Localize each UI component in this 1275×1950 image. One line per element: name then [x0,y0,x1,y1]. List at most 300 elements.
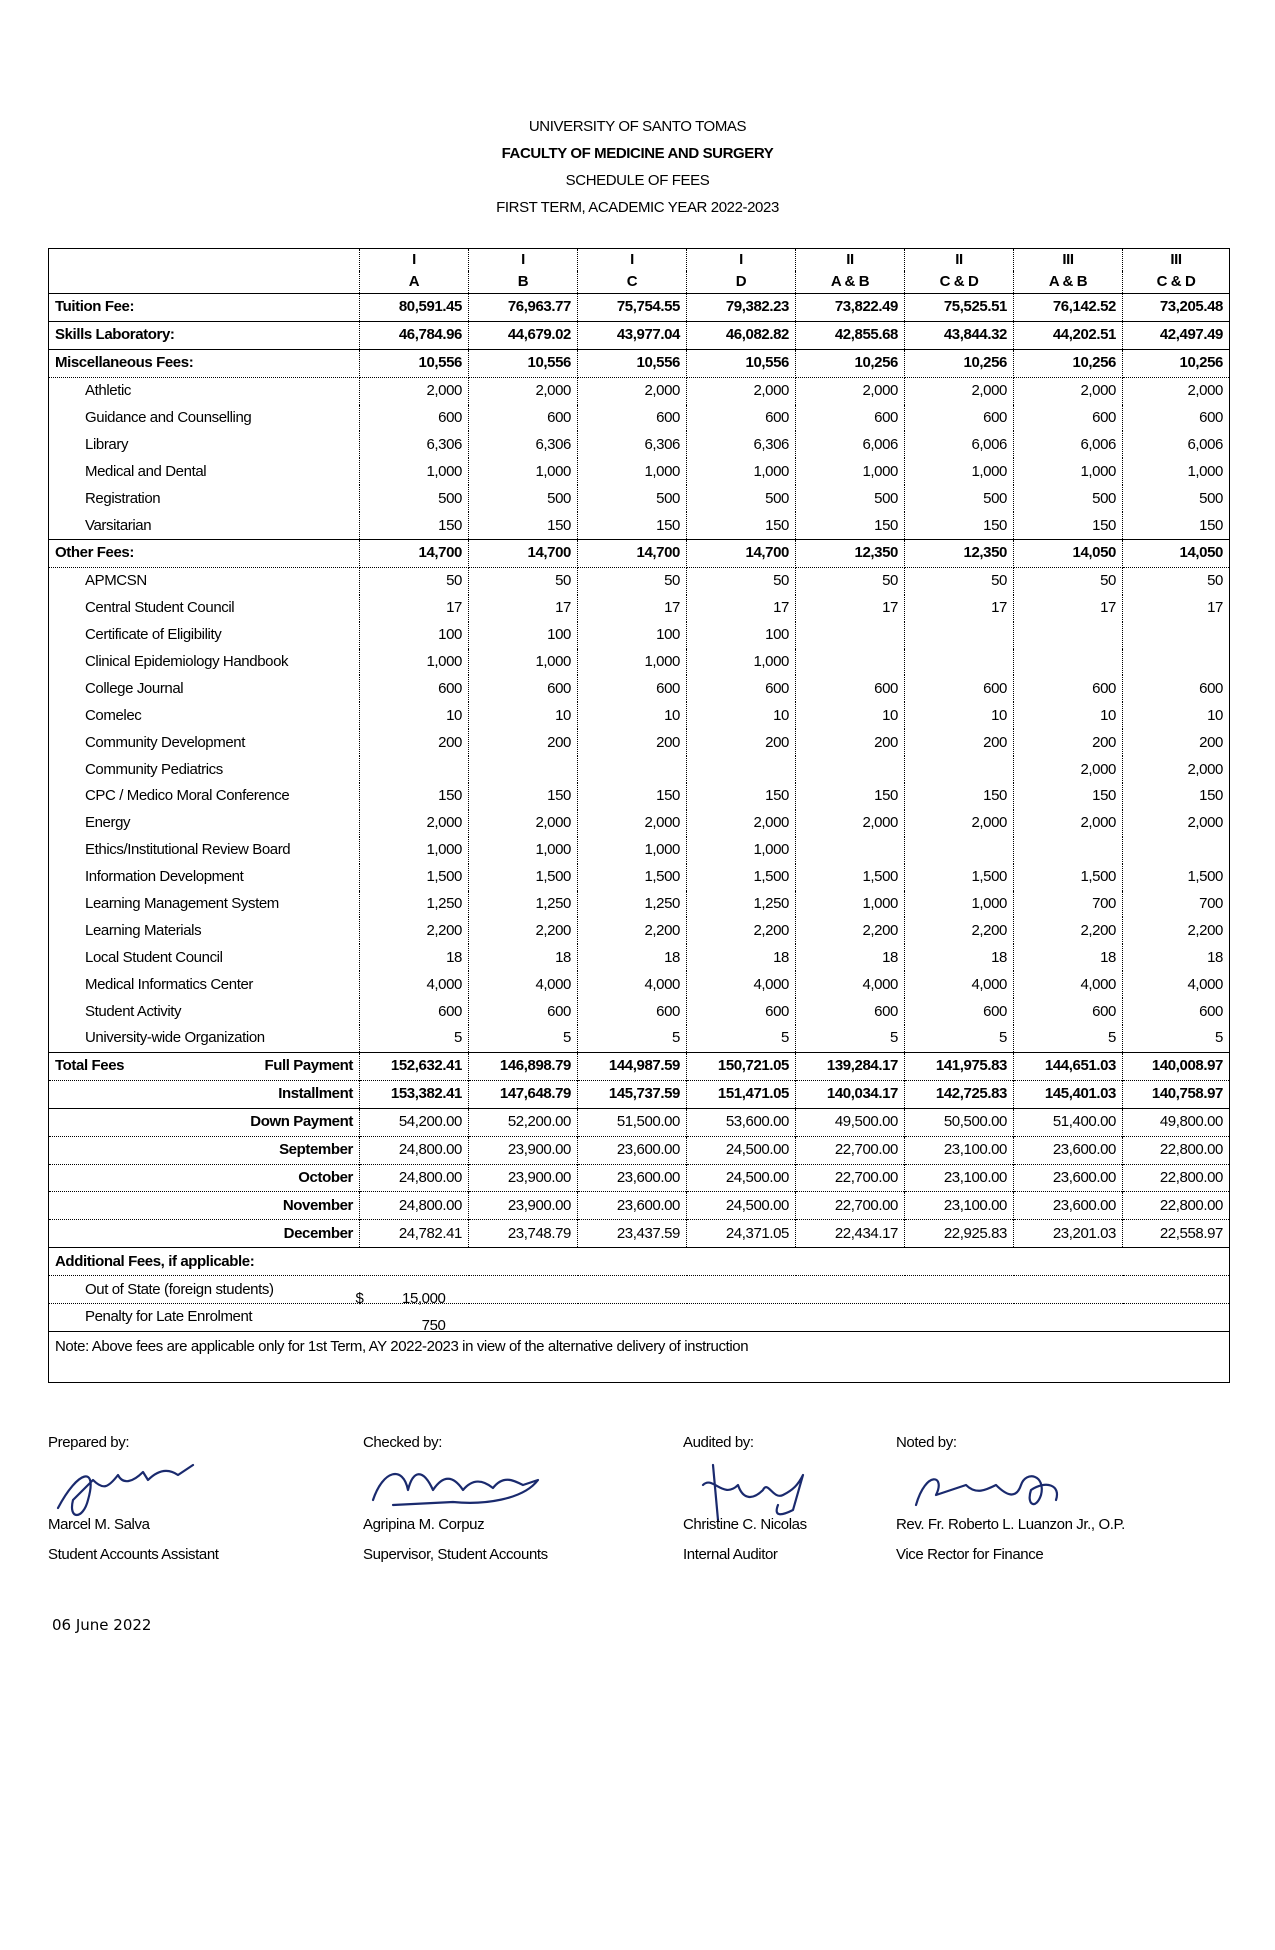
fee-value: 4,000 [578,971,687,998]
fee-value: 1,500 [1014,864,1123,891]
fee-item-row [49,783,1230,810]
signatory-title: Internal Auditor [683,1546,778,1563]
fee-value: 200 [469,729,578,756]
fee-value: 2,000 [796,377,905,404]
payment-value: 23,600.00 [1014,1192,1123,1220]
fee-value: 5 [469,1025,578,1052]
fee-value: 700 [1199,895,1223,913]
fee-value: 10,556 [687,349,796,377]
fee-value: 500 [796,485,905,512]
full-payment-value: 150,721.05 [687,1052,796,1080]
fee-item-row [49,944,1230,971]
payment-value: 22,800.00 [1123,1164,1230,1192]
payment-value: 54,200.00 [360,1108,469,1136]
fee-value: 17 [796,595,905,622]
additional-fee-amount-cell [360,1303,469,1335]
fee-label: Miscellaneous Fees: [49,349,360,377]
payment-value: 23,437.59 [578,1220,687,1248]
fee-value: 6,006 [905,431,1014,458]
installment-label: Installment [49,1080,360,1108]
fee-item-row [49,729,1230,756]
payment-value: 22,700.00 [796,1136,905,1164]
additional-fee-amount-cell [355,1276,469,1307]
note-text: Note: Above fees are applicable only for 1st Term, AY 2022-2023 in view of the alternative delivery of instruction [49,1331,1230,1382]
fee-value: 1,250 [360,891,469,918]
fee-value: 600 [360,998,469,1025]
fee-value: 6,306 [360,431,469,458]
fee-value: 50 [469,567,578,594]
installment-value: 142,725.83 [905,1080,1014,1108]
fee-value [796,837,905,864]
column-header-section: A [360,271,469,294]
fee-value: 600 [796,998,905,1025]
fee-value: 1,250 [578,891,687,918]
fee-value: 600 [469,998,578,1025]
fee-value: 2,000 [360,377,469,404]
fee-value [578,756,687,783]
payment-value: 24,500.00 [687,1164,796,1192]
fee-value: 10,256 [1123,349,1230,377]
fee-value: 500 [1199,489,1223,507]
payment-label: September [49,1136,360,1164]
fee-value: 2,200 [1187,921,1223,939]
payment-value: 23,600.00 [578,1192,687,1220]
fee-value: 4,000 [360,971,469,998]
column-header-section: A & B [796,271,905,294]
fee-label: Medical Informatics Center [49,971,360,998]
installment-value: 147,648.79 [469,1080,578,1108]
fee-value: 73,205.48 [1123,294,1230,322]
fee-value: 150 [469,783,578,810]
fee-value: 200 [578,729,687,756]
university-name: UNIVERSITY OF SANTO TOMAS [528,118,747,135]
payment-value: 23,600.00 [578,1164,687,1192]
fee-value: 700 [1014,891,1123,918]
fee-value [1123,622,1230,649]
fee-value: 500 [905,485,1014,512]
full-payment-label: Full Payment [264,1057,353,1075]
fee-label: Community Development [49,729,360,756]
fee-value: 10 [687,702,796,729]
additional-fee-label: Out of State (foreign students) [49,1276,360,1304]
fee-value: 1,000 [469,649,578,676]
fee-value: 75,754.55 [578,294,687,322]
fee-value [905,649,1014,676]
currency-symbol: $ [355,1289,364,1307]
payment-value: 23,748.79 [469,1220,578,1248]
fee-label: Certificate of Eligibility [49,622,360,649]
fee-value: 1,250 [687,891,796,918]
fee-value: 50 [905,567,1014,594]
column-header-section: C & D [905,271,1014,294]
fee-value: 14,700 [578,540,687,568]
fee-value: 5 [1215,1029,1223,1047]
column-header-year: II [905,249,1014,272]
fee-value: 600 [1199,409,1223,426]
fee-value [905,837,1014,864]
fees-table-body [49,249,1230,1383]
fee-value: 6,006 [1187,435,1223,453]
column-header-section: C & D [1156,273,1196,290]
full-payment-value: 141,975.83 [905,1052,1014,1080]
fee-value: 17 [1207,599,1223,617]
fee-item-row [49,837,1230,864]
fee-value: 10 [1014,702,1123,729]
payment-value: 24,500.00 [687,1192,796,1220]
fees-table [48,248,1230,1383]
fee-value: 14,700 [687,540,796,568]
payment-value: 22,700.00 [796,1164,905,1192]
additional-fee-value: 15,000 [402,1289,446,1307]
fee-value: 17 [578,595,687,622]
signatory-role: Audited by: [683,1434,754,1451]
fee-item-row [49,595,1230,622]
fee-value: 600 [578,675,687,702]
fee-item-row [49,405,1230,432]
column-header-section: A & B [1014,271,1123,294]
payment-value: 24,500.00 [687,1136,796,1164]
fee-value: 10 [1207,706,1223,724]
payment-row [49,1136,1230,1164]
fee-value: 100 [578,622,687,649]
fee-value: 2,000 [578,377,687,404]
payment-value: 24,800.00 [360,1192,469,1220]
fee-value: 150 [469,512,578,539]
fee-item-row [49,891,1230,918]
fee-value: 6,306 [578,431,687,458]
payment-value: 51,500.00 [578,1108,687,1136]
column-header-section: C [578,271,687,294]
signatory-title: Student Accounts Assistant [48,1546,219,1563]
installment-value: 140,758.97 [1123,1080,1230,1108]
fee-label: Comelec [49,702,360,729]
fee-value: 42,855.68 [796,321,905,349]
installment-value: 145,737.59 [578,1080,687,1108]
fee-label: Clinical Epidemiology Handbook [49,649,360,676]
fee-value: 500 [1014,485,1123,512]
signatory-role: Noted by: [896,1434,957,1451]
fee-label: Energy [49,810,360,837]
payment-value: 53,600.00 [687,1108,796,1136]
fee-value [905,622,1014,649]
fee-value: 10 [360,702,469,729]
fee-value: 2,000 [905,810,1014,837]
signatory-role: Prepared by: [48,1434,130,1451]
fee-item-row [49,675,1230,702]
payment-value: 51,400.00 [1014,1108,1123,1136]
fee-value: 18 [1207,948,1223,966]
signatory-role: Checked by: [363,1434,442,1451]
note-row [49,1331,1230,1382]
fee-value: 600 [905,998,1014,1025]
payment-value: 22,800.00 [1123,1136,1230,1164]
full-payment-value: 144,987.59 [578,1052,687,1080]
payment-value: 49,500.00 [796,1108,905,1136]
fee-value: 44,202.51 [1014,321,1123,349]
payment-value: 24,371.05 [687,1220,796,1248]
fee-value: 600 [1014,405,1123,432]
fee-value: 600 [687,998,796,1025]
fee-label: Learning Materials [49,917,360,944]
fee-value: 1,000 [1187,462,1223,480]
fee-value [905,756,1014,783]
fee-value [796,622,905,649]
fee-item-row [49,485,1230,512]
payment-value: 23,900.00 [469,1136,578,1164]
fee-label: Skills Laboratory: [49,321,360,349]
fee-value: 200 [1199,733,1223,751]
fee-value: 2,000 [687,810,796,837]
fee-value: 1,250 [469,891,578,918]
fee-value: 600 [1199,679,1223,697]
fee-label: Learning Management System [49,891,360,918]
fee-value: 600 [360,675,469,702]
fee-value: 14,050 [1014,540,1123,568]
fee-item-row [49,512,1230,539]
fee-value: 2,200 [1014,917,1123,944]
column-header-row [49,249,1230,272]
payment-value: 24,800.00 [360,1136,469,1164]
fee-value: 4,000 [469,971,578,998]
fee-value [360,756,469,783]
fee-value: 44,679.02 [469,321,578,349]
fee-value: 1,500 [1187,868,1223,886]
fee-value: 10 [469,702,578,729]
fee-value [1014,622,1123,649]
fee-item-row [49,864,1230,891]
fee-value: 2,000 [905,377,1014,404]
fee-value: 2,200 [796,917,905,944]
fee-value: 1,500 [905,864,1014,891]
fee-value: 100 [687,622,796,649]
fee-label: Registration [49,485,360,512]
fee-value: 600 [360,405,469,432]
installment-value: 145,401.03 [1014,1080,1123,1108]
payment-value: 49,800.00 [1123,1108,1230,1136]
fee-value: 2,000 [796,810,905,837]
fee-value: 18 [905,944,1014,971]
fee-value: 600 [469,675,578,702]
fee-value: 150 [687,512,796,539]
fee-value: 10,256 [1014,349,1123,377]
fee-label: Ethics/Institutional Review Board [49,837,360,864]
payment-value: 23,600.00 [1014,1136,1123,1164]
fee-value: 14,700 [469,540,578,568]
payment-value: 23,201.03 [1014,1220,1123,1248]
fee-value: 1,500 [360,864,469,891]
fee-value: 600 [1014,998,1123,1025]
column-header-section: B [469,271,578,294]
fee-value: 12,350 [905,540,1014,568]
payment-value: 23,100.00 [905,1192,1014,1220]
fee-label: Athletic [49,377,360,404]
payment-value: 23,600.00 [1014,1164,1123,1192]
fee-value [796,649,905,676]
fee-value [687,756,796,783]
fee-value: 50 [796,567,905,594]
fee-value: 10 [578,702,687,729]
fee-value: 50 [687,567,796,594]
fee-value: 2,200 [360,917,469,944]
fee-item-row [49,458,1230,485]
fee-item-row [49,917,1230,944]
column-header-year: I [687,249,796,272]
fee-value: 100 [469,622,578,649]
column-header-year: III [1170,251,1182,268]
fee-value: 150 [360,783,469,810]
installment-value: 140,034.17 [796,1080,905,1108]
fee-value: 43,977.04 [578,321,687,349]
fee-value: 14,700 [360,540,469,568]
fee-value: 500 [578,485,687,512]
fee-value: 150 [796,512,905,539]
fee-value: 2,200 [578,917,687,944]
fee-item-row [49,998,1230,1025]
fee-item-row [49,622,1230,649]
full-payment-value: 146,898.79 [469,1052,578,1080]
fee-value: 2,000 [1187,760,1223,778]
fee-value: 500 [469,485,578,512]
signatory-title: Supervisor, Student Accounts [363,1546,548,1563]
fee-value: 2,000 [687,377,796,404]
fee-value: 600 [1014,675,1123,702]
column-header-year: II [796,249,905,272]
fee-label: University-wide Organization [49,1025,360,1052]
fee-value: 600 [687,675,796,702]
fee-value: 1,000 [578,649,687,676]
column-header-row [49,271,1230,294]
fee-value: 5 [796,1025,905,1052]
fee-value: 150 [578,512,687,539]
fee-value: 5 [905,1025,1014,1052]
payment-value: 23,600.00 [578,1136,687,1164]
fee-value [796,756,905,783]
fee-value: 600 [796,675,905,702]
fee-item-row [49,1025,1230,1052]
blank-cell [469,1303,1230,1331]
fee-value: 200 [360,729,469,756]
fee-value: 2,000 [469,810,578,837]
fee-value: 4,000 [796,971,905,998]
fee-value: 150 [905,783,1014,810]
payment-value: 23,100.00 [905,1136,1014,1164]
fee-value: 150 [1014,783,1123,810]
fee-category-row [49,540,1230,568]
column-header-year: III [1014,249,1123,272]
fee-value: 150 [578,783,687,810]
fee-value: 46,784.96 [360,321,469,349]
fee-value: 10 [905,702,1014,729]
fee-value: 18 [469,944,578,971]
column-header-section: D [687,271,796,294]
fee-value: 50 [1014,567,1123,594]
fee-value: 1,000 [469,458,578,485]
schedule-title: SCHEDULE OF FEES [565,172,710,189]
payment-label: Down Payment [49,1108,360,1136]
fee-value: 2,000 [578,810,687,837]
fee-value: 150 [1014,512,1123,539]
fee-value: 2,000 [1014,377,1123,404]
payment-row [49,1192,1230,1220]
fee-value: 79,382.23 [687,294,796,322]
fee-value: 600 [905,675,1014,702]
fee-value: 100 [360,622,469,649]
fee-category-row [49,294,1230,322]
fee-label: Guidance and Counselling [49,405,360,432]
fee-value: 4,000 [905,971,1014,998]
fee-value: 80,591.45 [360,294,469,322]
fee-value: 10,556 [578,349,687,377]
fee-label: Medical and Dental [49,458,360,485]
fee-value: 17 [905,595,1014,622]
fee-value [1123,837,1230,864]
faculty-name: FACULTY OF MEDICINE AND SURGERY [501,145,774,162]
payment-value: 23,900.00 [469,1164,578,1192]
fee-label: Library [49,431,360,458]
fee-value: 14,050 [1123,540,1230,568]
fee-value: 5 [1014,1025,1123,1052]
fee-label: Central Student Council [49,595,360,622]
fee-value: 600 [905,405,1014,432]
fee-value: 76,963.77 [469,294,578,322]
payment-value: 22,800.00 [1123,1192,1230,1220]
payment-value: 22,700.00 [796,1192,905,1220]
fee-value: 2,200 [905,917,1014,944]
fee-value: 150 [1199,516,1223,534]
fee-value: 10,556 [469,349,578,377]
total-fees-label: Total Fees [55,1057,125,1075]
fee-value: 6,006 [796,431,905,458]
fee-value: 17 [1014,595,1123,622]
fee-label: CPC / Medico Moral Conference [49,783,360,810]
fee-value: 18 [360,944,469,971]
additional-fee-value: 750 [421,1317,446,1335]
installment-row [49,1080,1230,1108]
fee-value: 600 [578,998,687,1025]
signatory-name: Christine C. Nicolas [683,1516,807,1533]
column-header-year: I [578,249,687,272]
fee-value: 200 [687,729,796,756]
full-payment-value: 144,651.03 [1014,1052,1123,1080]
fee-item-row [49,971,1230,998]
fee-value: 1,000 [1014,458,1123,485]
fee-item-row [49,810,1230,837]
payment-value: 22,558.97 [1123,1220,1230,1248]
payment-value: 23,100.00 [905,1164,1014,1192]
fee-value: 2,000 [360,810,469,837]
blank-cell [469,1276,1230,1304]
fee-value: 1,000 [360,649,469,676]
header-blank-cell [49,271,360,294]
installment-value: 151,471.05 [687,1080,796,1108]
fee-label: APMCSN [49,567,360,594]
fee-value: 6,306 [469,431,578,458]
fee-value: 1,000 [360,837,469,864]
fee-value [1123,649,1230,676]
fee-value: 1,000 [796,458,905,485]
signatory-name: Rev. Fr. Roberto L. Luanzon Jr., O.P. [896,1516,1125,1533]
fee-value: 12,350 [796,540,905,568]
fee-value: 600 [1199,1002,1223,1020]
full-payment-value: 140,008.97 [1123,1052,1230,1080]
fee-item-row [49,567,1230,594]
fee-value: 17 [469,595,578,622]
fee-value: 18 [578,944,687,971]
fee-label: Varsitarian [49,512,360,539]
fee-value: 1,000 [687,649,796,676]
fee-value: 500 [360,485,469,512]
fee-value: 1,000 [796,891,905,918]
